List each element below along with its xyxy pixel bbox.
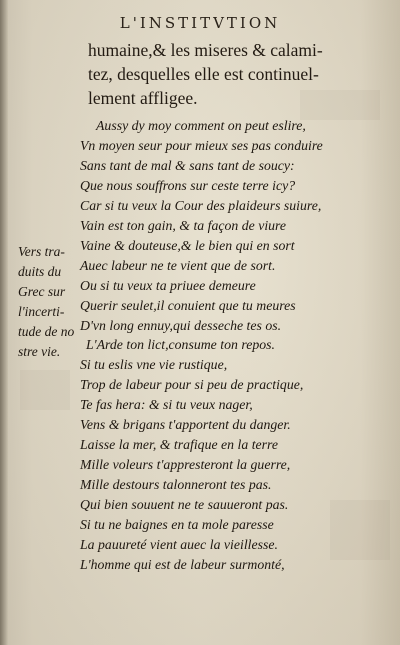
margin-note-line: tude de no [18,323,75,339]
verse-line: Vn moyen seur pour mieux ses pas conduire [80,137,323,153]
verse-line: Te fas hera: & si tu veux nager, [80,397,253,413]
verse-line: Trop de labeur pour si peu de practique, [80,377,304,393]
verse-line: Si tu ne baignes en ta mole paresse [80,517,274,533]
verse-line: Que nous souffrons sur ceste terre icy? [80,177,296,193]
verse-line: La pauureté vient auec la vieillesse. [80,537,278,553]
margin-note-line: Grec sur [18,283,66,299]
verse-line: Vain est ton gain, & ta façon de viure [80,217,287,233]
verse-line: Vaine & douteuse,& le bien qui en sort [80,237,295,253]
verse-line: L'homme qui est de labeur surmonté, [80,556,285,572]
verse-line: Mille destours talonneront tes pas. [80,477,272,493]
verse-line: Querir seulet,il conuient que tu meures [80,297,296,313]
verse-line: Sans tant de mal & sans tant de soucy: [80,157,295,173]
verse-block [80,116,395,575]
verse-line: Aussy dy moy comment on peut eslire, [96,118,306,133]
page-gutter [0,0,8,645]
margin-note-line: Vers tra- [18,244,65,259]
prose-line: lement affligee. [88,88,198,108]
margin-note [18,242,84,361]
margin-note-line: stre vie. [18,343,61,359]
verse-line: Car si tu veux la Cour des plaideurs suiure, [80,197,322,213]
verse-line: Auec labeur ne te vient que de sort. [80,257,276,273]
verse-line: L'Arde ton lict,consume ton repos. [86,337,275,353]
show-through-mark [20,370,70,410]
verse-line: Vens & brigans t'apportent du danger. [80,417,291,433]
verse-line: Mille voleurs t'appresteront la guerre, [80,457,291,473]
prose-block [88,38,388,110]
prose-line: tez, desquelles elle est continuel- [88,64,319,84]
margin-note-line: l'incerti- [18,303,65,319]
verse-line: D'vn long ennuy,qui desseche tes os. [80,317,282,333]
verse-line: Qui bien souuent ne te sauueront pas. [80,497,289,513]
margin-note-line: duits du [18,263,62,279]
prose-line: humaine,& les miseres & calami- [88,40,323,60]
verse-line: Laisse la mer, & trafique en la terre [80,437,278,453]
verse-line: Ou si tu veux ta priuee demeure [80,277,256,293]
running-head: L'INSTITVTION [119,14,281,32]
verse-line: Si tu eslis vne vie rustique, [80,357,228,373]
